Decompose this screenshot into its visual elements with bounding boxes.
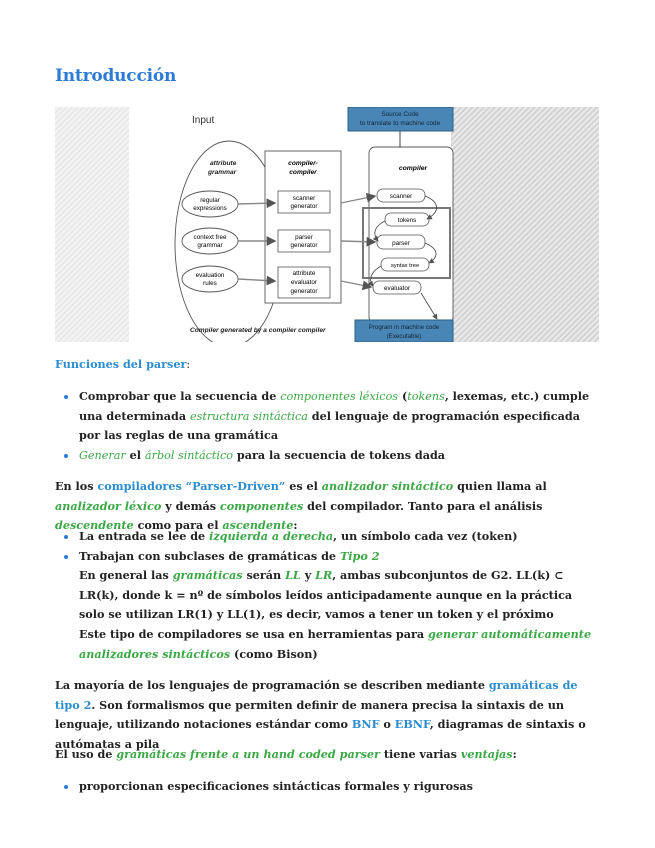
section-heading-parser-functions <box>55 355 595 375</box>
input-label: Input <box>192 115 215 126</box>
page-title: Introducción <box>55 66 177 86</box>
text: Este tipo de compiladores se usa en herramientas para <box>79 626 428 641</box>
list-item <box>55 387 595 446</box>
syntax-tree-node: syntax tree <box>390 263 420 269</box>
term: Tipo 2 <box>339 548 380 563</box>
term: componentes <box>219 498 304 513</box>
bullet-list-1 <box>55 387 595 465</box>
tokens-node: tokens <box>397 217 417 224</box>
output-line1: Program in machine code <box>368 324 440 331</box>
source-code-line2: to translate to machine code <box>359 120 441 127</box>
list-item <box>55 527 595 547</box>
term: LR <box>315 568 333 583</box>
col2-header-2: compiler <box>289 169 317 176</box>
term: izquierda a derecha <box>209 529 334 543</box>
text: En general las <box>79 568 173 583</box>
col3-header: compiler <box>398 165 428 172</box>
text: : <box>512 747 517 761</box>
term: generar automáticamente analizadores sintácticos <box>79 626 592 661</box>
term: árbol sintáctico <box>144 448 234 462</box>
evaluator-node: evaluator <box>384 285 410 292</box>
regular-expressions-2: expressions <box>193 205 227 212</box>
attribute-evaluator-generator-1: attribute <box>292 270 316 277</box>
term: estructura sintáctica <box>189 409 308 423</box>
parser-generator-2: generator <box>290 242 318 249</box>
paragraph-grammars <box>55 676 595 754</box>
text: : <box>293 518 298 533</box>
text: del lenguaje de programación especificada por las reglas de una gramática <box>79 408 580 443</box>
text: . Son formalismos que permiten definir de manera precisa la sintaxis de un lenguaje, utilizando notaciones estándar como <box>55 697 565 732</box>
term: gramáticas <box>172 568 243 583</box>
scanner-generator-1: scanner <box>292 195 316 202</box>
bullet-list-2 <box>55 527 595 664</box>
heading-text: Funciones del parser <box>55 357 187 371</box>
term: componentes léxicos <box>280 390 399 403</box>
text: es el <box>285 479 322 493</box>
text: , un símbolo cada vez (token) <box>333 529 518 543</box>
text: Comprobar que la secuencia de <box>79 389 281 403</box>
source-code-line1: Source Code <box>381 111 419 118</box>
text: El uso de <box>55 747 117 761</box>
term: ascendente <box>222 518 294 533</box>
text: ( <box>398 389 408 403</box>
text: como para el <box>133 518 223 533</box>
text: y <box>300 568 316 583</box>
text: para la secuencia de tokens dada <box>233 447 446 462</box>
bullet-list-3 <box>55 777 595 797</box>
text: tiene varias <box>379 747 461 761</box>
term: descendente <box>55 518 134 533</box>
text: (como Bison) <box>230 646 318 661</box>
figure-caption: Compiler generated by a compiler compiler <box>190 327 326 334</box>
compiler-compiler-diagram <box>55 107 599 342</box>
scanner-generator-2: generator <box>290 203 318 210</box>
text: o <box>379 717 395 732</box>
highlight: EBNF <box>394 717 430 732</box>
attribute-evaluator-generator-2: evaluator <box>291 279 317 286</box>
text: , ambas subconjuntos de G2. LL(k) ⊂ LR(k), donde k = nº de símbolos leídos anticipadamente aunque en la práctica solo se utilizan LR(1) y LL(1), es decir, vamos a tener un token y el próximo <box>79 568 573 622</box>
list-item <box>55 547 595 665</box>
context-free-grammar-1: context free <box>193 234 227 241</box>
regular-expressions-1: regular <box>200 197 220 204</box>
evaluation-rules-2: rules <box>203 280 217 287</box>
text: , lexemas, etc.) cumple una determinada <box>79 389 590 423</box>
term: analizador léxico <box>55 498 162 513</box>
parser-generator-1: parser <box>295 234 313 241</box>
list-item: proporcionan especificaciones sintácticas formales y rigurosas <box>55 777 595 797</box>
text: La mayoría de los lenguajes de programación se describen mediante <box>55 678 489 692</box>
heading-colon: : <box>186 358 191 371</box>
term: tokens <box>407 390 445 403</box>
context-free-grammar-2: grammar <box>197 242 223 249</box>
paragraph-advantages <box>55 745 595 765</box>
evaluation-rules-1: evaluation <box>195 272 225 279</box>
parser-node: parser <box>392 240 410 247</box>
highlight: gramáticas de tipo 2 <box>55 678 578 712</box>
text: La entrada se lee de <box>79 529 210 543</box>
text: el <box>125 447 145 462</box>
text: En los <box>55 479 98 493</box>
output-line2: (Executable) <box>386 333 422 340</box>
col1-header-2: grammar <box>208 169 237 176</box>
term: LL <box>285 568 301 583</box>
term: gramáticas frente a un hand coded parser <box>116 747 380 761</box>
term: analizador sintáctico <box>321 479 454 493</box>
col1-header-1: attribute <box>210 160 237 167</box>
text: serán <box>242 568 286 583</box>
list-item <box>55 446 595 466</box>
highlight: compiladores “Parser-Driven” <box>97 479 286 493</box>
text: quien llama al <box>453 479 547 493</box>
scanner-node: scanner <box>389 193 413 200</box>
text: y demás <box>161 498 220 513</box>
text: Trabajan con subclases de gramáticas de <box>79 548 340 563</box>
text: del compilador. Tanto para el análisis <box>303 498 543 513</box>
term: ventajas <box>460 747 513 761</box>
term: Generar <box>79 448 126 462</box>
highlight: BNF <box>351 717 380 732</box>
text: , diagramas de sintaxis o autómatas a pila <box>55 717 586 751</box>
col2-header-1: compiler- <box>288 160 318 167</box>
attribute-evaluator-generator-3: generator <box>290 288 318 295</box>
